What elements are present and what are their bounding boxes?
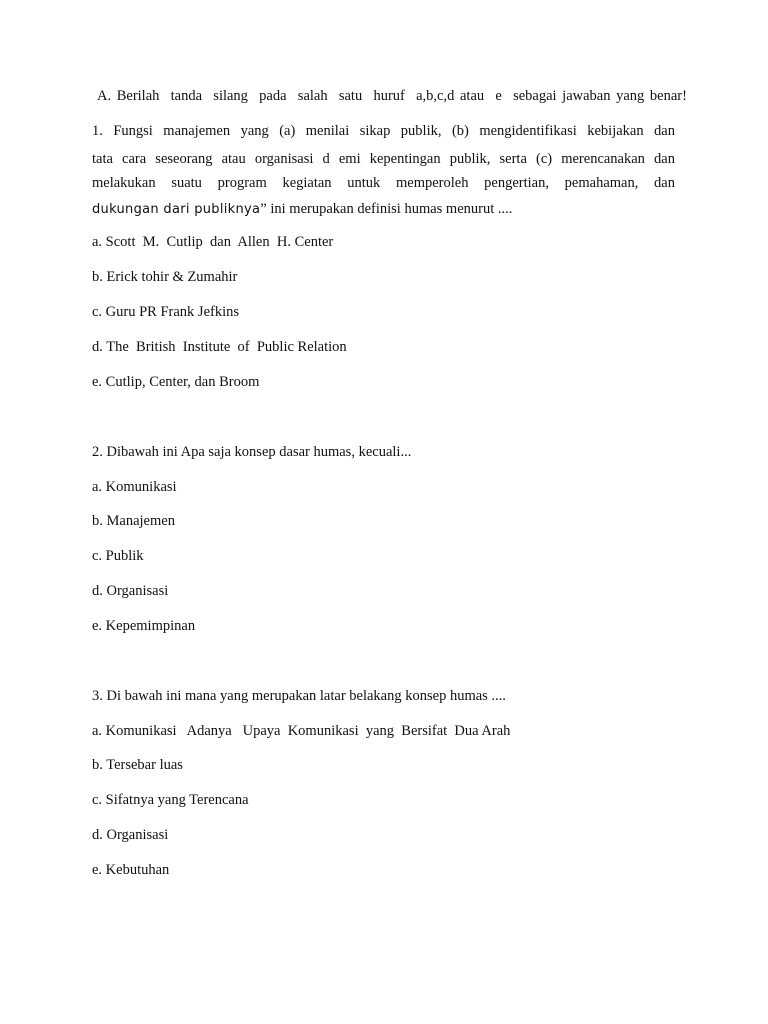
question-2-option-d: d. Organisasi: [92, 583, 169, 599]
question-1-line-4-sans: dukungan dari publiknya: [92, 202, 261, 217]
question-3-option-a: a. Komunikasi Adanya Upaya Komunikasi yang Bersifat Dua Arah: [92, 723, 511, 739]
question-1-option-d: d. The British Institute of Public Relation: [92, 339, 347, 355]
question-1-line-1: 1. Fungsi manajemen yang (a) menilai sikap publik, (b) mengidentifikasi kebijakan dan: [92, 123, 675, 139]
instruction-text: A. Berilah tanda silang pada salah satu huruf a,b,c,d atau e sebagai jawaban yang benar!: [97, 88, 687, 104]
question-1-option-b: b. Erick tohir & Zumahir: [92, 269, 238, 285]
question-1-option-e: e. Cutlip, Center, dan Broom: [92, 374, 260, 390]
question-2-option-e: e. Kepemimpinan: [92, 618, 196, 634]
question-2-option-c: c. Publik: [92, 548, 144, 564]
question-3-title: 3. Di bawah ini mana yang merupakan latar belakang konsep humas ....: [92, 688, 506, 704]
question-1-line-4: [92, 199, 675, 220]
question-1-line-3: melakukan suatu program kegiatan untuk memperoleh pengertian, pemahaman, dan: [92, 175, 675, 191]
question-3-option-b: b. Tersebar luas: [92, 757, 183, 773]
question-2-option-a: a. Komunikasi: [92, 479, 177, 495]
question-3-option-d: d. Organisasi: [92, 827, 169, 843]
question-1-option-c: c. Guru PR Frank Jefkins: [92, 304, 240, 320]
question-2-title: 2. Dibawah ini Apa saja konsep dasar humas, kecuali...: [92, 444, 412, 460]
question-3-option-c: c. Sifatnya yang Terencana: [92, 792, 249, 808]
question-1-option-a: a. Scott M. Cutlip dan Allen H. Center: [92, 234, 334, 250]
question-1-line-4-rest: ” ini merupakan definisi humas menurut ....: [260, 201, 513, 217]
question-3-option-e: e. Kebutuhan: [92, 862, 170, 878]
question-1-line-2: tata cara seseorang atau organisasi d emi kepentingan publik, serta (c) merencanakan dan: [92, 151, 675, 167]
question-2-option-b: b. Manajemen: [92, 513, 175, 529]
